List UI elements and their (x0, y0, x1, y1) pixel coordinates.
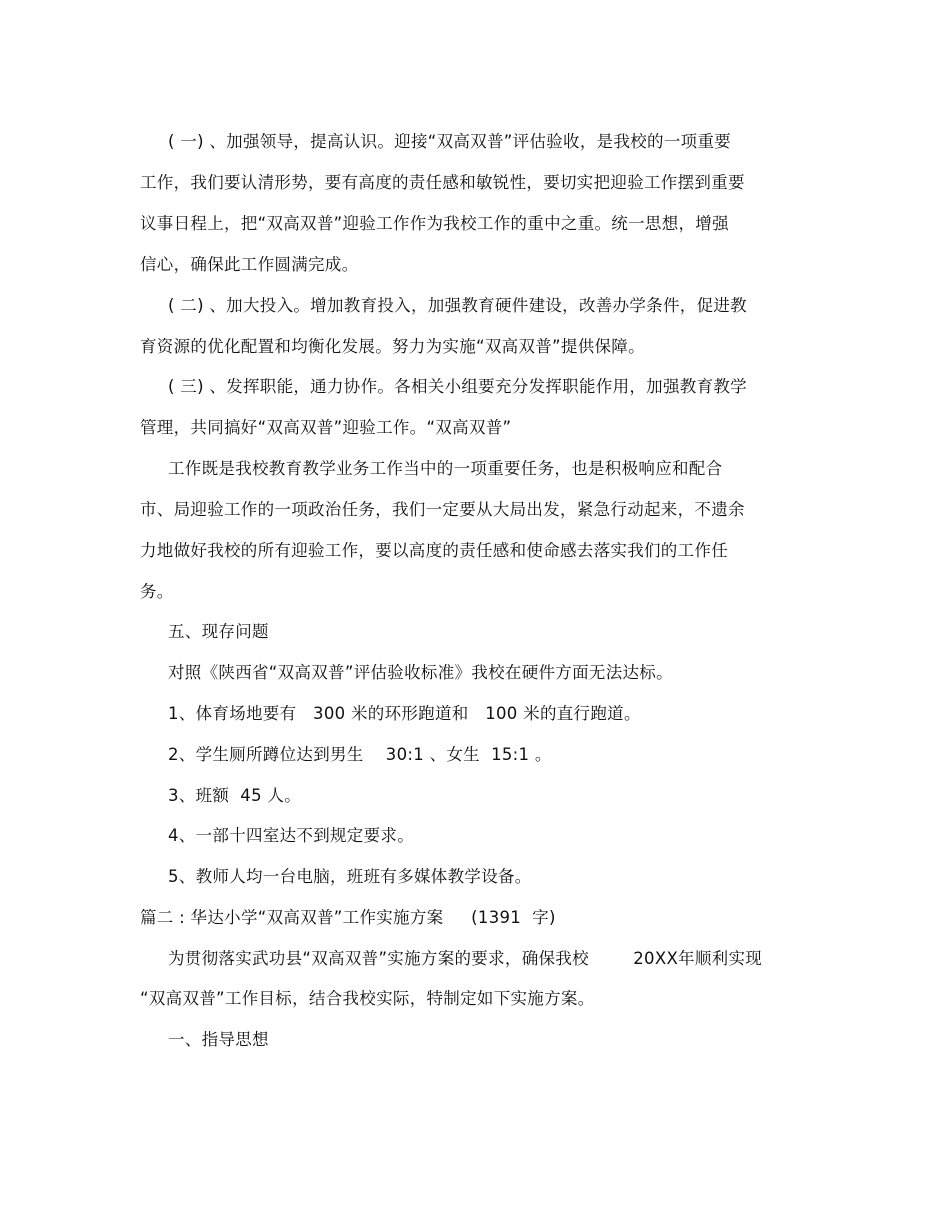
paragraph-3-line-1: ( 三) 、发挥职能，通力协作。各相关小组要充分发挥职能作用，加强教育教学 (168, 377, 747, 396)
section-heading-guiding-ideology: 一、指导思想 (168, 1030, 269, 1049)
paragraph-4-line-3: 力地做好我校的所有迎验工作，要以高度的责任感和使命感去落实我们的工作任 (140, 541, 728, 560)
paragraph-4-line-1: 工作既是我校教育教学业务工作当中的一项重要任务，也是积极响应和配合 (168, 459, 723, 478)
paragraph-4-line-4: 务。 (140, 582, 174, 601)
paragraph-6-line-2: “双高双普”工作目标，结合我校实际，特制定如下实施方案。 (140, 989, 595, 1008)
section-heading-current-issues: 五、现存问题 (168, 622, 269, 641)
list-item-4: 4、一部十四室达不到规定要求。 (168, 826, 414, 845)
part-two-title: 篇二 : 华达小学“双高双普”工作实施方案 (1391 字) (140, 908, 556, 927)
paragraph-1-line-4: 信心，确保此工作圆满完成。 (140, 255, 359, 274)
list-item-1: 1、体育场地要有 300 米的环形跑道和 100 米的直行跑道。 (168, 704, 641, 723)
paragraph-6-line-1: 为贯彻落实武功县“双高双普”实施方案的要求，确保我校 20XX年顺利实现 (168, 949, 763, 968)
paragraph-2-line-2: 育资源的优化配置和均衡化发展。努力为实施“双高双普”提供保障。 (140, 337, 645, 356)
list-item-3: 3、班额 45 人。 (168, 786, 302, 805)
paragraph-2-line-1: ( 二) 、加大投入。增加教育投入，加强教育硬件建设，改善办学条件，促进教 (168, 296, 747, 315)
list-item-5: 5、教师人均一台电脑，班班有多媒体教学设备。 (168, 867, 532, 886)
paragraph-1-line-2: 工作，我们要认清形势，要有高度的责任感和敏锐性，要切实把迎验工作摆到重要 (140, 173, 745, 192)
paragraph-1-line-1: ( 一) 、加强领导，提高认识。迎接“双高双普”评估验收，是我校的一项重要 (168, 132, 732, 151)
paragraph-5-line-1: 对照《陕西省“双高双普”评估验收标准》我校在硬件方面无法达标。 (168, 663, 673, 682)
paragraph-1-line-3: 议事日程上，把“双高双普”迎验工作作为我校工作的重中之重。统一思想，增强 (140, 214, 729, 233)
list-item-2: 2、学生厕所蹲位达到男生 30:1 、女生 15:1 。 (168, 745, 552, 764)
paragraph-3-line-2: 管理，共同搞好“双高双普”迎验工作。“双高双普” (140, 418, 512, 437)
paragraph-4-line-2: 市、局迎验工作的一项政治任务，我们一定要从大局出发，紧急行动起来，不遗余 (140, 500, 745, 519)
